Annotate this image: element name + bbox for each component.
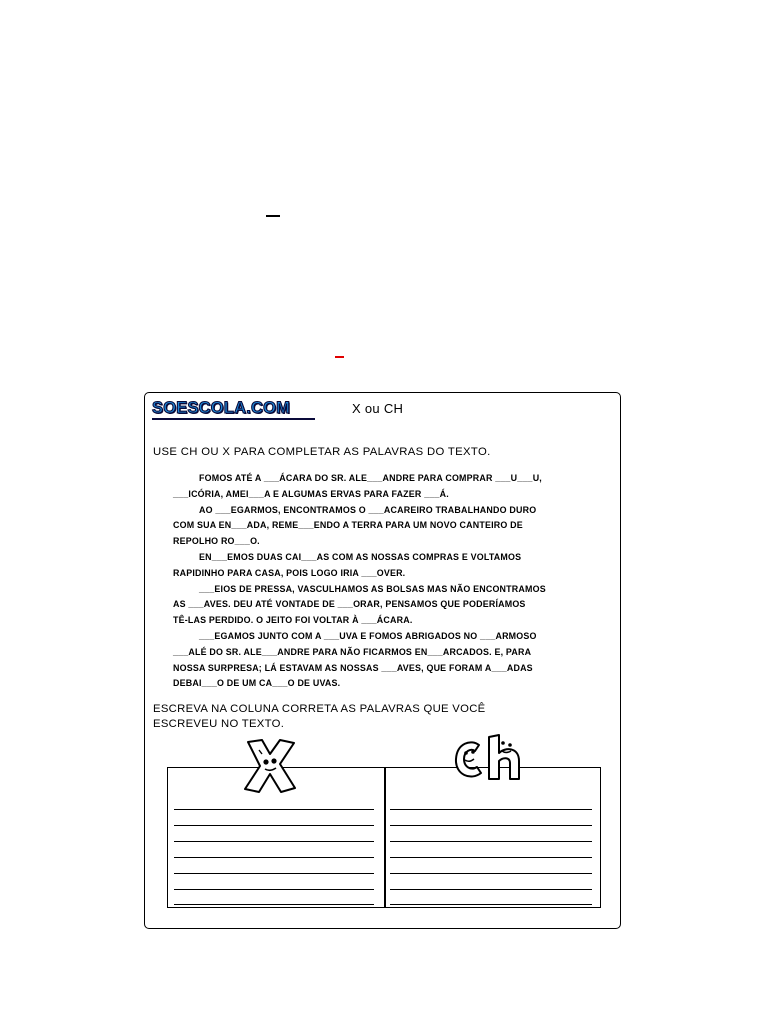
instruction-2-line-1: ESCREVA NA COLUNA CORRETA AS PALAVRAS QUE VOCÊ: [153, 703, 486, 715]
text-line: AS ___AVES. DEU ATÉ VONTADE DE ___ORAR, PENSAMOS QUE PODERÍAMOS: [173, 599, 526, 610]
underline-mark: [266, 215, 280, 217]
instruction-1: USE CH OU X PARA COMPLETAR AS PALAVRAS DO TEXTO.: [153, 446, 491, 458]
soescola-logo: SOESCOLA.COM: [152, 399, 291, 417]
logo-underline: [152, 418, 315, 420]
answer-line[interactable]: [390, 873, 592, 874]
text-line: RAPIDINHO PARA CASA, POIS LOGO IRIA ___OVER.: [173, 567, 406, 578]
answer-table: [167, 767, 601, 908]
x-letter-character-icon: [240, 736, 300, 796]
text-line: ___EGAMOS JUNTO COM A ___UVA E FOMOS ABRIGADOS NO ___ARMOSO: [199, 630, 537, 641]
text-line: DEBAI___O DE UM CA___O DE UVAS.: [173, 678, 341, 689]
answer-line[interactable]: [390, 809, 592, 810]
column-divider: [384, 768, 386, 907]
answer-line[interactable]: [174, 889, 374, 890]
answer-line[interactable]: [174, 873, 374, 874]
worksheet: [144, 392, 621, 929]
text-line: COM SUA EN___ADA, REME___ENDO A TERRA PARA UM NOVO CANTEIRO DE: [173, 520, 523, 531]
text-line: TÊ-LAS PERDIDO. O JEITO FOI VOLTAR À ___ÁCARA.: [173, 615, 413, 626]
fill-in-text: [173, 471, 613, 692]
ch-letters-character-icon: [453, 733, 525, 785]
text-line: EN___EMOS DUAS CAI___AS COM AS NOSSAS COMPRAS E VOLTAMOS: [199, 551, 522, 562]
text-line: AO ___EGARMOS, ENCONTRAMOS O ___ACAREIRO TRABALHANDO DURO: [199, 504, 537, 515]
answer-line[interactable]: [390, 857, 592, 858]
answer-line[interactable]: [390, 841, 592, 842]
text-line: ___ICÓRIA, AMEI___A E ALGUMAS ERVAS PARA FAZER ___Á.: [173, 488, 449, 499]
text-line: NOSSA SURPRESA; LÁ ESTAVAM AS NOSSAS ___AVES, QUE FORAM A___ADAS: [173, 662, 533, 673]
answer-line[interactable]: [174, 809, 374, 810]
text-line: ___ALÉ DO SR. ALE___ANDRE PARA NÃO FICARMOS EN___ARCADOS. E, PARA: [173, 646, 532, 657]
ch-answer-column: [390, 768, 592, 907]
answer-line[interactable]: [390, 904, 592, 905]
text-line: ___EIOS DE PRESSA, VASCULHAMOS AS BOLSAS MAS NÃO ENCONTRAMOS: [199, 583, 546, 594]
answer-line[interactable]: [174, 841, 374, 842]
instruction-2-line-2: ESCREVEU NO TEXTO.: [153, 717, 285, 730]
red-underline-mark: [335, 356, 344, 358]
instruction-2: [153, 702, 613, 731]
answer-line[interactable]: [174, 904, 374, 905]
text-line: FOMOS ATÉ A ___ÁCARA DO SR. ALE___ANDRE PARA COMPRAR ___U___U,: [199, 473, 542, 483]
answer-line[interactable]: [390, 825, 592, 826]
answer-line[interactable]: [174, 857, 374, 858]
answer-line[interactable]: [174, 825, 374, 826]
answer-line[interactable]: [390, 889, 592, 890]
text-line: REPOLHO RO___O.: [173, 536, 260, 547]
worksheet-title: X ou CH: [352, 401, 404, 416]
